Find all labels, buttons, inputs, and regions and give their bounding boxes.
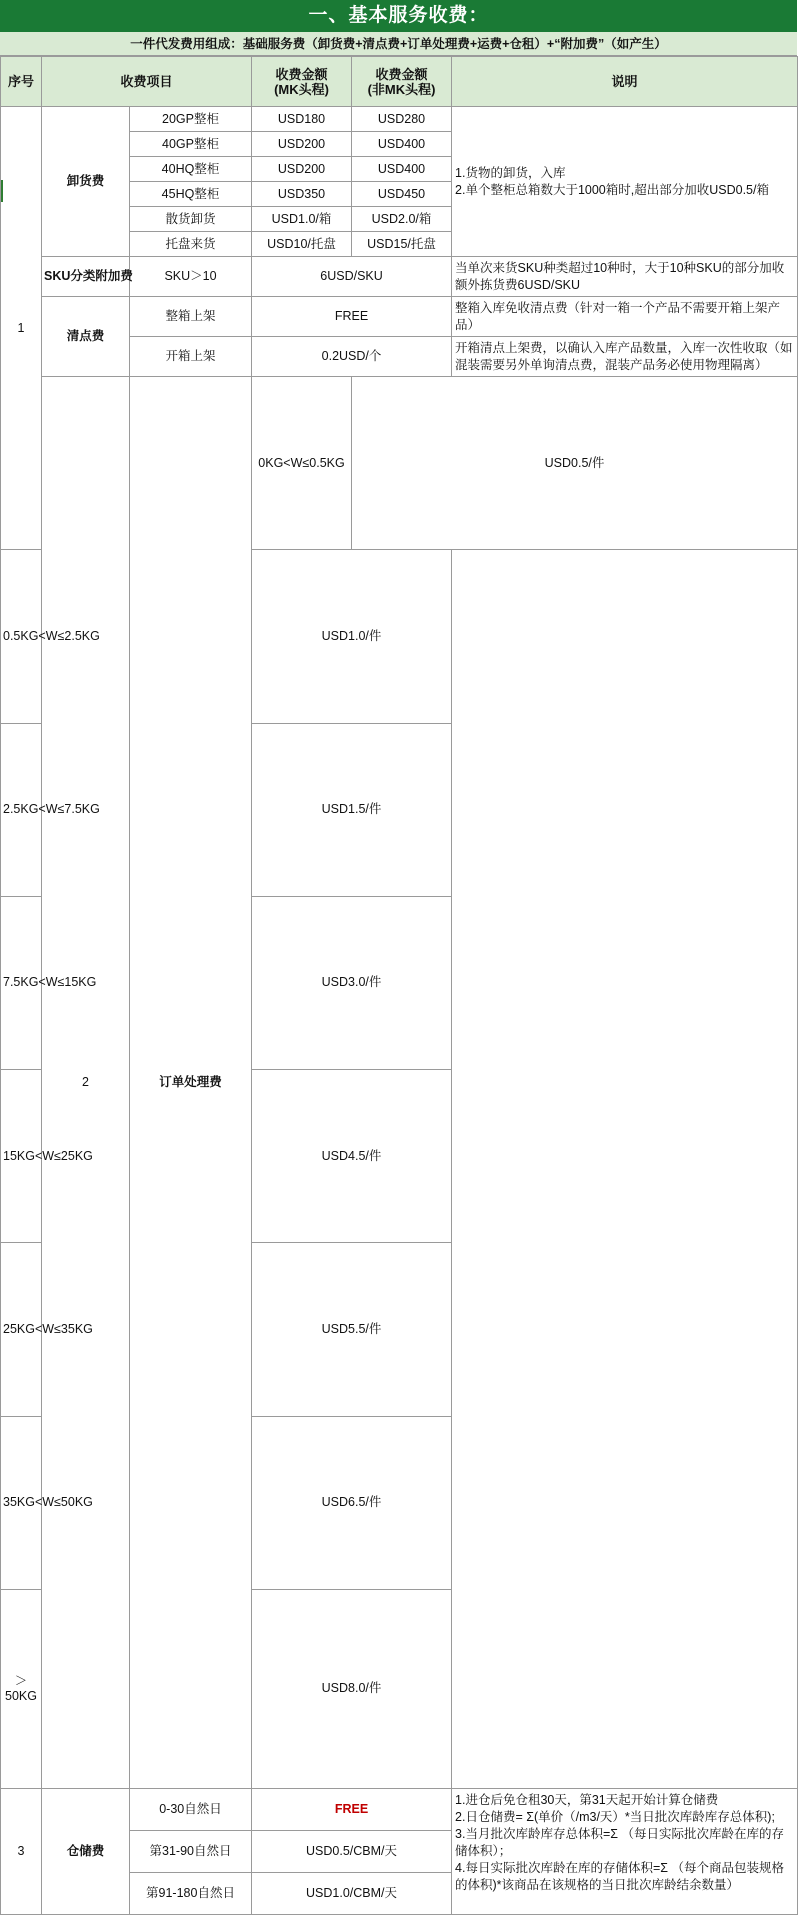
desc-line: 2.单个整柜总箱数大于1000箱时,超出部分加收USD0.5/箱 xyxy=(455,182,769,197)
fee-nonmk: USD400 xyxy=(352,157,452,182)
fee-price: 0.2USD/个 xyxy=(252,337,452,377)
fee-price-free: FREE xyxy=(252,1789,452,1831)
fee-mk: USD350 xyxy=(252,182,352,207)
fee-item: 0-30自然日 xyxy=(130,1789,252,1831)
fee-composition-subtitle: 一件代发费用组成：基础服务费（卸货费+清点费+订单处理费+运费+仓租）+“附加费”（如产生） xyxy=(0,32,797,56)
header-item: 收费项目 xyxy=(42,57,252,107)
header-no: 序号 xyxy=(1,57,42,107)
fee-item: ＞50KG xyxy=(1,1589,42,1788)
fee-item: 开箱上架 xyxy=(130,337,252,377)
fee-description: 整箱入库免收清点费（针对一箱一个产品不需要开箱上架产品） xyxy=(452,297,798,337)
fee-item: 25KG<W≤35KG xyxy=(1,1243,42,1416)
row-number: 2 xyxy=(42,377,130,1789)
fee-item: 35KG<W≤50KG xyxy=(1,1416,42,1589)
header-desc: 说明 xyxy=(452,57,798,107)
table-row xyxy=(1,1789,798,1831)
section-title: 一、基本服务收费： xyxy=(0,0,797,32)
fee-description xyxy=(452,1789,798,1915)
desc-line: 1.进仓后免仓租30天，第31天起开始计算仓储费 xyxy=(455,1793,719,1807)
table-row xyxy=(1,107,798,132)
fee-table xyxy=(0,56,798,1915)
fee-item: 2.5KG<W≤7.5KG xyxy=(1,723,42,896)
fee-item: 45HQ整柜 xyxy=(130,182,252,207)
category-label: 订单处理费 xyxy=(130,377,252,1789)
fee-mk: USD200 xyxy=(252,157,352,182)
fee-price: USD1.5/件 xyxy=(252,723,452,896)
fee-nonmk: USD280 xyxy=(352,107,452,132)
fee-price: USD0.5/CBM/天 xyxy=(252,1831,452,1873)
desc-line: 2.日仓储费= Σ(单价（/m3/天）*当日批次库龄库存总体积); xyxy=(455,1810,775,1824)
row-number: 1 xyxy=(1,107,42,550)
header-mk: 收费金额 (MK头程) xyxy=(252,57,352,107)
fee-item: 15KG<W≤25KG xyxy=(1,1070,42,1243)
category-label: 仓储费 xyxy=(42,1789,130,1915)
fee-mk: USD200 xyxy=(252,132,352,157)
desc-line: 3.当月批次库龄库存总体积=Σ （每日实际批次库龄在库的存储体积）； xyxy=(455,1827,784,1858)
fee-price: FREE xyxy=(252,297,452,337)
category-label: SKU分类附加费 xyxy=(42,257,130,297)
fee-item: 托盘来货 xyxy=(130,232,252,257)
header-row xyxy=(1,57,798,107)
fee-price: USD8.0/件 xyxy=(252,1589,452,1788)
fee-item: 整箱上架 xyxy=(130,297,252,337)
fee-item: 7.5KG<W≤15KG xyxy=(1,896,42,1069)
desc-line: 4.每日实际批次库龄在库的存储体积=Σ （每个商品包装规格的体积)*该商品在该规格的当日批次库龄结余数量） xyxy=(455,1861,784,1892)
row-number: 3 xyxy=(1,1789,42,1915)
fee-description xyxy=(452,337,798,377)
fee-item: 散货卸货 xyxy=(130,207,252,232)
table-row xyxy=(1,377,798,550)
fee-price: USD1.0/CBM/天 xyxy=(252,1873,452,1915)
table-row xyxy=(1,257,798,297)
fee-item: 40GP整柜 xyxy=(130,132,252,157)
fee-mk: USD180 xyxy=(252,107,352,132)
fee-item: SKU＞10 xyxy=(130,257,252,297)
desc-text: 开箱清点上架费，以确认入库产品数量，入库一次性收取（如混装需要另外单询清点费，混装产品务必使用物理隔离） xyxy=(455,341,793,372)
fee-item: 第31-90自然日 xyxy=(130,1831,252,1873)
fee-item: 0KG<W≤0.5KG xyxy=(252,377,352,550)
fee-price: USD4.5/件 xyxy=(252,1070,452,1243)
fee-price: 6USD/SKU xyxy=(252,257,452,297)
table-row xyxy=(1,297,798,337)
desc-line: 1.货物的卸货，入库 xyxy=(455,165,566,180)
fee-item: 40HQ整柜 xyxy=(130,157,252,182)
fee-item: 第91-180自然日 xyxy=(130,1873,252,1915)
fee-item: 0.5KG<W≤2.5KG xyxy=(1,550,42,723)
fee-nonmk: USD15/托盘 xyxy=(352,232,452,257)
fee-item: 20GP整柜 xyxy=(130,107,252,132)
fee-nonmk: USD2.0/箱 xyxy=(352,207,452,232)
category-label: 清点费 xyxy=(42,297,130,377)
category-label: 卸货费 xyxy=(42,107,130,257)
fee-price: USD0.5/件 xyxy=(352,377,798,550)
fee-description xyxy=(452,107,798,257)
fee-price: USD3.0/件 xyxy=(252,896,452,1069)
fee-description: 当单次来货SKU种类超过10种时，大于10种SKU的部分加收额外拣货费6USD/SKU xyxy=(452,257,798,297)
fee-nonmk: USD400 xyxy=(352,132,452,157)
fee-mk: USD10/托盘 xyxy=(252,232,352,257)
fee-mk: USD1.0/箱 xyxy=(252,207,352,232)
fee-price: USD6.5/件 xyxy=(252,1416,452,1589)
desc-block xyxy=(455,1792,794,1907)
fee-nonmk: USD450 xyxy=(352,182,452,207)
fee-price: USD1.0/件 xyxy=(252,550,452,723)
fee-price: USD5.5/件 xyxy=(252,1243,452,1416)
header-nonmk: 收费金额 (非MK头程) xyxy=(352,57,452,107)
